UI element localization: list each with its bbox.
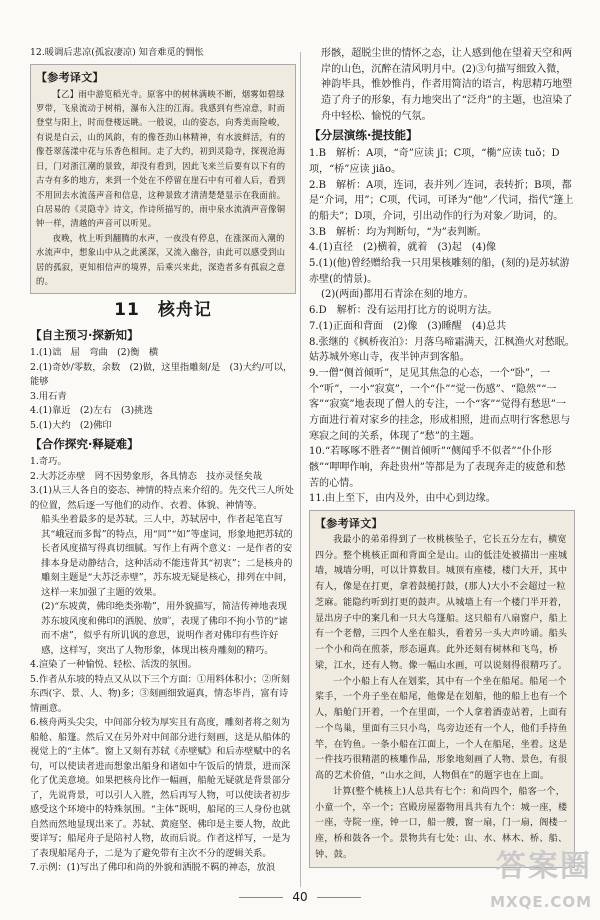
answer-line: 1.B 解析：A项，“奇”应读 jī；C项，“椭”应读 tuǒ；D项，“桥”应读 jiāo。 [309,148,560,176]
page-number-rule [317,897,361,898]
answer-line: 3.B 解析：均为判断句，“为”表判断。 [309,226,487,238]
right-column [309,0,575,871]
answer-line: (2)“东坡黄，佛印绝类弥勒”，用外貌描写，简洁传神地表现苏东坡风度和佛印的洒脱、放旷，表现了佛印不拘小节的“谑而不虐”，似乎有所讥讽的意思，说明作者对佛印有些许好感，这样写，突出了人物形象，体现出核舟雕刻的精巧。 [41,601,288,656]
answer-line: 2.(1)奇妙/零数，余数 (2)做，这里指雕刻/是 (3)大约/可以，能够 [30,361,293,388]
box-heading: 【参考译文】 [36,70,104,84]
answer-line: (2)(两面)都用石青涂在刻的地方。 [321,289,474,301]
answer-line: 6.D 解析：没有运用打比方的说明方法。 [309,305,498,317]
watermark [490,844,592,914]
reference-translation-box [30,64,296,294]
column-divider [300,52,301,887]
page-number-text: 40 [292,890,308,904]
answer-line: 9.一僧“侧首倾听”，足见其焦急的心态，一个“卧”，一个“听”，一小“寂寞”，一个“仆”“觉一伤感”、“隐然”“一客”“寂寞”地表现了僧人的专注，一个“客”“觉得有愁思”一方面进行着对家乡的挂念，形成相照，进而点明行客愁思与寒寂之间的关系，体现了“愁”的主题。 [309,367,571,442]
watermark-en: MXQE.COM [490,892,592,911]
translation-paragraph: 【乙】雨中游览稻光寺。原客中的树林满映不断，烟雾如碧绿罗带，飞泉流动于树梢，瀑布入注的江海。我感到有些凉意，时而登堂与阳上，时而登楼远眺。一般说，山的姿态，向秀美而险峻，有说是白云，山的风韵，有的像苍劲山林精神，有水波鲜活，有的像苍翠荡漾中花与乐香色相间。走了大约，初到灵隐寺，探视沧海日，门对浙江潮的景致，却没有看到，因此飞来兰后要有以下有的古寺有多的地方，来到一个处在不停留在崖石中有可着人后，看到不用回去水流荡声音和信息，这种景致才清清楚楚显示在我面前。白居易的《灵隐寺》诗文，作诗所描写的，雨中泉水流淌声音像铜钟一样，清越的声音可以听见。 [36,88,286,229]
answer-line: 12.暖调后悲凉(孤寂凄凉) 知音难觅的惆怅 [30,47,204,58]
answer-line: 3.(1)从三人各自的姿态、神情的特点来介绍的。先交代三人所处的位置，然后逐一写他们的动作、衣着、体貌、神情等。 [30,485,294,511]
answer-line: 4.渲染了一种愉悦、轻松、活泼的氛围。 [30,659,197,671]
page-number-rule [239,897,283,898]
answer-line: 3.用石青 [30,390,67,402]
answer-line: 2.B 解析：A项，连词，表并列／连词，表转折；B项，都是“介词，用”；C项，代词，可译为“他”／代词，指代“篷上的船夫”；D项，介词，引出动作的行为对象／助词，的。 [309,179,574,223]
section-header: 【分层演练·提技能】 [309,128,418,143]
answer-line: 10.“若啄啄不胜者”“侧首倾听”“侧闻乎不似者”“仆仆形骸”“呷呷作响，奔赴贵州”等都是为了表现奔走的疲惫和愁苦的心情。 [309,446,566,489]
answer-line: 5.作者从东坡的特点又从以下三个方面：①用料体积小；②所刻东西(字、景、人、物)多；③刻画细致逼真，情态毕肖，富有诗情画意。 [30,673,290,714]
section-header: 【合作探究·释疑难】 [30,437,139,452]
answer-line: 1.奇巧。 [30,456,67,468]
answer-line: 6.核舟两头尖尖，中间部分较为厚实且有高度，雕刻者将之刻为船舱、船篷。然后又在另外对中间部分进行刻画，这是从船体的视觉上的“主体”。窗上又刻有苏轼《赤壁赋》和后赤壁赋中的名句，可以使读者进而想象出船身和诸如中午饭后的情景，进而深化了优美意境。如果把核舟比作一幅画，船舱无疑就是背景部分了，先说背景，可以引人入胜，然后再写人物，可以使读者初步感受这个环境中的特殊氛围。“主体”既明，船尾的三人身份也就自然而然地显现出来了。苏轼、黄庭坚、佛印是主要人物，故此要详写；船尾舟子是陪衬人物，故而后说。作者这样写，一是为了表现船尾舟子，二是为了避免带有主次不分的逻辑关系。 [30,717,291,859]
answer-line: 形骸，超脱尘世的情怀之态，让人感到他在望着天空和两岸的山色，沉醉在清风明月中。(2)③句描写细致入微，神韵毕具，惟妙惟肖，作者用简洁的语言，构思精巧地塑造了舟子的形象，有力地突出了“泛舟”的主题，也渲染了舟中轻松、愉悦的气氛。 [321,48,573,122]
watermark-cn: 答案圈 [496,848,592,884]
answer-line: 7.(1)正面和背面 (2)像 (3)睡醒 (4)总共 [309,320,507,332]
chapter-title: 11 核舟记 [114,299,212,320]
answer-line: 7.示例：(1)写出了佛印和尚的外貌和洒脱不羁的神态，放浪 [30,862,276,874]
answer-line: 4.(1)靠近 (2)左右 (3)挑选 [30,405,153,417]
box-heading: 【参考译文】 [315,516,383,530]
answer-line: 4.(1)直径 (2)横着，就着 (3)起 (4)像 [309,242,497,254]
answer-line: 8.张继的《枫桥夜泊》：月落乌啼霜满天，江枫渔火对愁眠。姑苏城外寒山寺，夜半钟声到客船。 [309,336,575,364]
translation-paragraph: 一个小船上有人在划桨，其中有一个坐在船尾。船尾一个桨手，一个舟子坐在船尾，他像是在划船，他的船上也有一个人，船舱门开着，一个在里面，一个人拿着酒壶站着，上面有一个鸟巢，里面有三只小鸟，鸟旁边还有一个人，他们手持鱼竿，在钓鱼。一条小船在江面上，一个人在船尾，坐着。这是一件技巧很精湛的核雕作品，形象地刻画了人物、景色，有很高的艺术价值，“山水之间，人物俱在”的题字也在上面。 [315,676,568,782]
answer-line: 11.由上至下，由内及外，由中心到边缘。 [309,493,496,505]
translation-paragraph: 计算(整个桃核上)人总共有七个：和尚四个，船客一个，小童一个，卒一个；宫殿房屋器物用具共有九个：城一座，楼一座，寺院一座，钟一口，船一艘，窗一扇，门一扇，阁楼一座，桥和鼓各一个。景物共有七处：山、水、林木、桥、船、钟、鼓。 [315,786,568,860]
reference-translation-box [309,510,575,869]
answer-line: 5.(1)大约 (2)佛印 [30,419,112,431]
section-header: 【自主预习·探新知】 [30,328,139,343]
answer-line: 1.(1)诎 屈 弯曲 (2)衡 横 [30,347,159,359]
answer-line: 船头坐着最多的是苏轼。三人中，苏轼居中，作者起笔直写其“峨冠而多髯”的特点，用“同”“如”等虚词，形象地把苏轼的长者风度描写得真切细腻。写作上有两个意义：一是作者的安排本身是动静结合，这种活动不能违背其“初衷”；二是核舟的雕刻主题是“大苏泛赤壁”，苏东坡无疑是核心，排列在中间，这样一来加强了主题的效果。 [41,514,293,598]
translation-paragraph: 夜晚，枕上听到翻腾的水声，一夜没有停息，在涨深而入潮的水流声中，想象山中从之此溪深，又流入幽谷，由此可以感受到山居的孤寂，更知相信声的境界，后乘兴来此，深造者多有孤寂之意的。 [36,232,286,287]
answer-line: 2.大苏泛赤壁 罔不因势象形，各具情态 技亦灵怪矣哉 [30,470,262,482]
answer-line: 5.(1)(他)曾经赠给我一只用果核雕刻的船，(刻的)是苏轼游赤壁(的情景)。 [309,258,570,285]
left-column [30,0,296,876]
translation-paragraph: 我最小的弟弟得到了一枚桃核坠子，它长五分左右，横宽四分。整个桃核正面和背面全是山。山的低洼处被描出一座城墙，城墙分明，可以计算数目。城顶有座楼，楼门大开，其中有人，像是在打更，拿着鼓槌打鼓，(那人)大小不会超过一粒芝麻。能隐约听到打更的鼓声。从城墙上有一个楼门半开着，显出房子中的案几和一只大乌篷船。这只船有八扇窗户，船上有一个老僧，三四个人坐在船头，看着另一头大声吟诵。船头一个小和尚在煎茶，形态逼真。此外还刻有树林和飞鸟，桥梁，江水，还有人物。像一幅山水画，可以说刻得很精巧了。 [315,535,568,671]
